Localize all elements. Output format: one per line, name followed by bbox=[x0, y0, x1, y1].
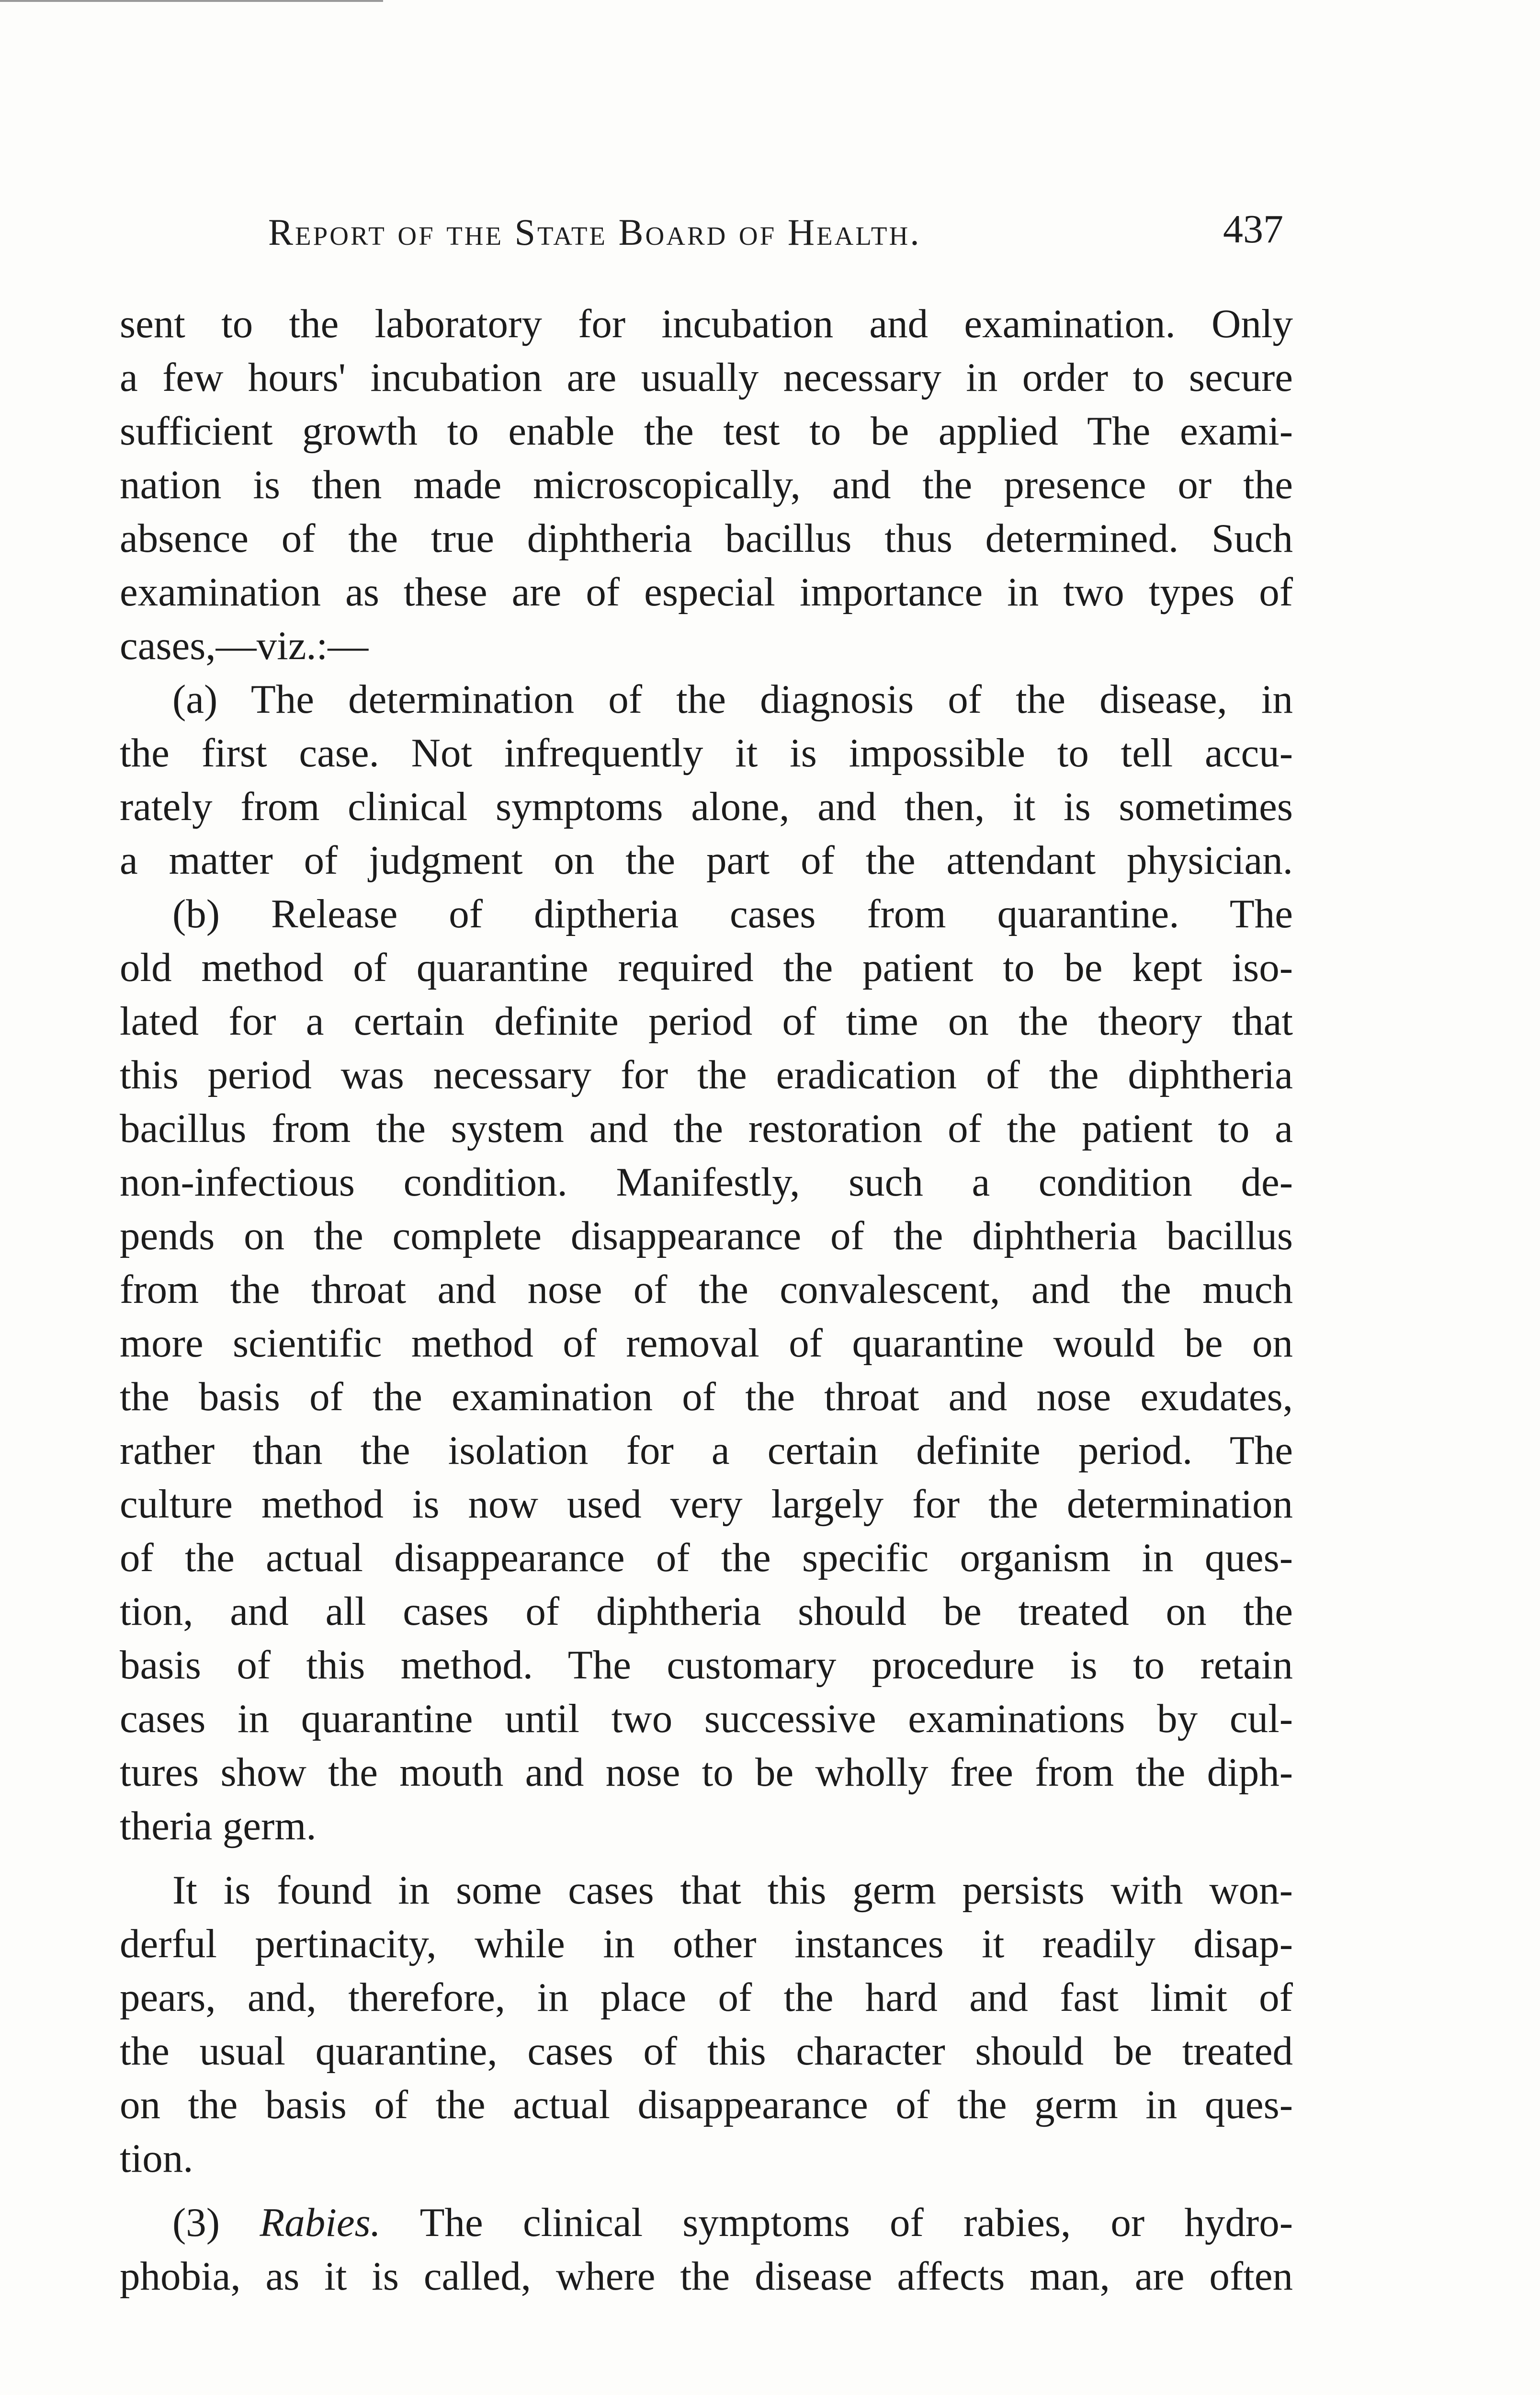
text-line: pends on the complete disappearance of the diphtheria bacillus bbox=[120, 1213, 1293, 1258]
text-line: cases in quarantine until two successive examinations by cul- bbox=[120, 1696, 1293, 1741]
text-line: tures show the mouth and nose to be wholly free from the diph- bbox=[120, 1750, 1293, 1795]
text-line: on the basis of the actual disappearance of the germ in ques- bbox=[120, 2082, 1293, 2127]
paragraph bbox=[120, 2196, 1293, 2303]
text-line: It is found in some cases that this germ persists with won- bbox=[172, 1868, 1293, 1913]
text-line: phobia, as it is called, where the disease affects man, are often bbox=[120, 2254, 1293, 2299]
running-head: Report of the State Board of Health. bbox=[268, 211, 921, 253]
text-line: nation is then made microscopically, and the presence or the bbox=[120, 462, 1293, 507]
text-line bbox=[120, 2196, 1293, 2249]
text-line: rather than the isolation for a certain definite period. The bbox=[120, 1428, 1293, 1473]
text-run: The clinical symptoms of rabies, or hydro- bbox=[419, 2200, 1293, 2245]
paragraph bbox=[120, 1863, 1293, 2185]
text-line: a few hours' incubation are usually necessary in order to secure bbox=[120, 355, 1293, 400]
text-line: basis of this method. The customary procedure is to retain bbox=[120, 1642, 1293, 1688]
text-line: absence of the true diphtheria bacillus thus determined. Such bbox=[120, 516, 1293, 561]
paragraph bbox=[120, 887, 1293, 1853]
body-text bbox=[120, 297, 1293, 2303]
text-line: sent to the laboratory for incubation and examination. Only bbox=[120, 301, 1293, 346]
paragraph bbox=[120, 297, 1293, 673]
text-line: bacillus from the system and the restoration of the patient to a bbox=[120, 1106, 1293, 1151]
text-line: of the actual disappearance of the specific organism in ques- bbox=[120, 1535, 1293, 1580]
text-line: old method of quarantine required the patient to be kept iso- bbox=[120, 945, 1293, 990]
section-title: Rabies. bbox=[260, 2200, 381, 2245]
text-line: (a) The determination of the diagnosis of the disease, in bbox=[172, 677, 1293, 722]
text-line: this period was necessary for the eradication of the diphtheria bbox=[120, 1052, 1293, 1097]
text-line: tion, and all cases of diphtheria should be treated on the bbox=[120, 1589, 1293, 1634]
scan-edge-line bbox=[0, 0, 383, 2]
text-line: pears, and, therefore, in place of the hard and fast limit of bbox=[120, 1975, 1293, 2020]
paragraph-gap bbox=[120, 1853, 1293, 1863]
text-line: tion. bbox=[120, 2136, 193, 2181]
text-line: more scientific method of removal of quarantine would be on bbox=[120, 1321, 1293, 1366]
section-number: (3) bbox=[172, 2200, 220, 2245]
text-line: sufficient growth to enable the test to be applied The exami- bbox=[120, 409, 1293, 454]
text-line: the usual quarantine, cases of this character should be treated bbox=[120, 2029, 1293, 2074]
text-line: culture method is now used very largely for the determination bbox=[120, 1482, 1293, 1527]
page-header bbox=[268, 207, 1283, 263]
text-line: cases,—viz.:— bbox=[120, 623, 369, 668]
text-line: derful pertinacity, while in other instances it readily disap- bbox=[120, 1921, 1293, 1966]
text-line: the first case. Not infrequently it is impossible to tell accu- bbox=[120, 730, 1293, 776]
text-line: from the throat and nose of the convalescent, and the much bbox=[120, 1267, 1293, 1312]
text-line: a matter of judgment on the part of the attendant physician. bbox=[120, 838, 1293, 883]
paragraph-gap bbox=[120, 2185, 1293, 2196]
text-line: rately from clinical symptoms alone, and then, it is sometimes bbox=[120, 784, 1293, 829]
text-line: (b) Release of diptheria cases from quarantine. The bbox=[172, 891, 1293, 936]
text-line: non-infectious condition. Manifestly, such a condition de- bbox=[120, 1160, 1293, 1205]
text-line: examination as these are of especial importance in two types of bbox=[120, 570, 1293, 615]
paragraph bbox=[120, 673, 1293, 887]
page-number: 437 bbox=[1223, 207, 1283, 251]
text-line: the basis of the examination of the throat and nose exudates, bbox=[120, 1374, 1293, 1419]
text-line: lated for a certain definite period of time on the theory that bbox=[120, 999, 1293, 1044]
text-line: theria germ. bbox=[120, 1803, 317, 1848]
